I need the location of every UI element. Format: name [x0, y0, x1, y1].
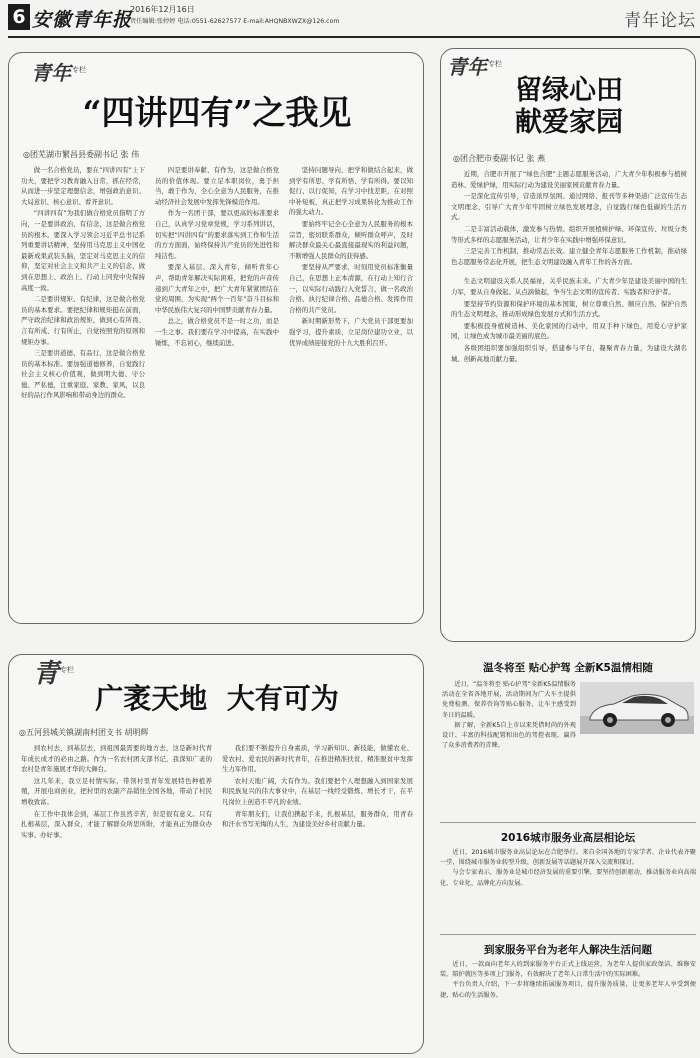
paragraph: 要始终牢记全心全意为人民服务的根本宗旨，密切联系群众，倾听群众呼声，及时解决群众最关心最直接最现实的利益问题，不断增强人民群众的获得感。	[289, 219, 413, 260]
news-headline-forum: 2016城市服务业高层相论坛	[500, 832, 636, 844]
news-body-elderly	[440, 960, 696, 1054]
news-body-forum	[440, 848, 696, 926]
news-headline-k5: 温冬将至 贴心护驾 全新K5温情相随	[483, 662, 653, 674]
paragraph: 我们要不断提升自身素质，学习新知识、新技能，做懂农业、爱农村、爱农民的新时代青年，在推进精准扶贫、精准脱贫中发挥生力军作用。	[222, 744, 413, 774]
news-headline-elderly: 到家服务平台为老年人解决生活问题	[484, 944, 652, 956]
news-body-k5-more	[440, 736, 696, 810]
section-name: 青年论坛	[624, 11, 696, 31]
article-headline: 广袤天地 大有可为	[95, 682, 339, 715]
paragraph: 生态文明建设关系人民福祉，关乎民族未来。广大青少年是建设美丽中国的生力军，要从自身做起、从点滴做起，争当生态文明的宣传者、实践者和守护者。	[451, 277, 687, 296]
paragraph: “四讲四有”为我们做合格党员指明了方向，一是要讲政治、有信念，这是做合格党员的根本。要深入学习领会习近平总书记系列重要讲话精神，坚持用马克思主义中国化最新成果武装头脑，坚定对马克思主义的信仰，坚定对社会主义和共产主义的信念，做到在思想上、政治上、行动上同党中央保持高度一致。	[21, 209, 145, 292]
article-column	[155, 165, 279, 617]
paragraph: 近日，2016城市服务业高层论坛在合肥举行。来自全国各地的专家学者、企业代表齐聚一堂，围绕城市服务业转型升级、创新发展等话题展开深入交流和探讨。	[440, 849, 696, 867]
paragraph: 近日，一款面向老年人的到家服务平台正式上线运营，为老年人提供家政保洁、维修安装、陪护就医等多项上门服务，有效解决了老年人日常生活中的实际困难。	[440, 961, 696, 979]
paragraph: 这几年来，我立足村情实际，带领村里青年发展特色种植养殖，开展电商创业，把村里的农副产品销往全国各地，带动了村民增收致富。	[21, 776, 212, 806]
article-column	[451, 169, 687, 268]
article-headline: “四讲四有”之我见	[82, 93, 352, 132]
editor-contact: 责任编辑:张婷婷 电话:0551-62627577 E-mail:AHQNBXWZX@126.com	[130, 18, 340, 25]
paragraph: 近期，合肥市开展了“绿色合肥”主题志愿服务活动，广大青少年积极参与植树造林、爱绿护绿，用实际行动为建设美丽家园贡献青春力量。	[451, 170, 687, 189]
paragraph: 青年朋友们，让我们携起手来，扎根基层，服务群众，用青春和汗水书写无悔的人生，为建设美好乡村贡献力量。	[222, 809, 413, 829]
article-four-talks-box	[8, 52, 424, 624]
paragraph: 总之，做合格党员不是一时之功，而是一生之事。我们要在学习中提高，在实践中锤炼，不忘初心，继续前进。	[155, 317, 279, 347]
paragraph: 一是深化宣传引导，营造浓厚氛围。通过网络、报刊等多种渠道广泛宣传生态文明理念，引导广大青少年牢固树立绿色发展理念，自觉践行绿色低碳的生活方式。	[451, 192, 687, 222]
paragraph: 到农村去，到基层去，到祖国最需要的地方去，这是新时代青年成长成才的必由之路。作为一名农村团支部书记，我深知广袤的农村是青年施展才华的大舞台。	[21, 744, 212, 774]
column-logo: 青年$^{专栏}$	[31, 61, 86, 85]
paragraph: 三是要讲道德、有品行，这是做合格党员的基本标准。要加强道德修养，自觉践行社会主义核心价值观，做到明大德、守公德、严私德，注重家庭、家教、家风，以良好的品行作风影响和带动身边的群众。	[21, 349, 145, 400]
paragraph: 各级团组织要加强组织引导，搭建参与平台，凝聚青春力量，为建设大湖名城、创新高地贡献力量。	[451, 343, 687, 363]
paragraph: 作为一名团干部，要以更高的标准要求自己，认真学习党章党规，学习系列讲话，切实把“四讲四有”的要求落实到工作和生活的方方面面，始终保持共产党员的先进性和纯洁性。	[155, 209, 279, 260]
article-byline: ◎五河县城关镇湖南村团支书 胡明辉	[19, 728, 149, 737]
paragraph: 近日，“温冬将至 贴心护驾”全新K5温情服务活动在全省各地开展，活动期间为广大车主提供免费检测、保养咨询等贴心服务，让车主感受到冬日的温暖。	[442, 681, 576, 719]
paragraph: 做一名合格党员，要在“四讲四有”上下功夫，要把学习教育融入日常，抓在经常，从而进一步坚定理想信念，增强政治意识、大局意识、核心意识、看齐意识。	[21, 166, 145, 206]
article-body	[21, 165, 413, 617]
paragraph: 坚持问题导向，把学和做结合起来，做到学有所思、学有所悟、学有所得。要以知促行、以行促知，在学习中找差距，在对照中补短板，真正把学习成果转化为推动工作的强大动力。	[289, 166, 413, 217]
paragraph: 新时期新形势下，广大党员干部更要加强学习，提升素质，立足岗位建功立业，以优异成绩迎接党的十九大胜利召开。	[289, 317, 413, 347]
paragraph: 与会专家表示，服务业是城市经济发展的重要引擎，要坚持创新驱动，推动服务业向高端化、专业化、品牌化方向发展。	[440, 869, 696, 887]
headline-line: 献爱家园	[515, 107, 623, 138]
article-column	[289, 165, 413, 617]
issue-date: 2016年12月16日	[130, 5, 195, 14]
paragraph: 要坚持节约资源和保护环境的基本国策，树立尊重自然、顺应自然、保护自然的生态文明理念，推动形成绿色发展方式和生活方式。	[451, 299, 687, 319]
article-column	[451, 276, 687, 365]
car-photo	[580, 682, 694, 734]
article-byline: ◎团芜湖市繁昌县委副书记 张 伟	[23, 150, 140, 159]
paragraph: 要积极投身植树造林、美化家园的行动中，用双手种下绿色，用爱心守护家园，让绿色成为城市最美丽的底色。	[451, 321, 687, 341]
paragraph: 平台负责人介绍，下一步将继续拓展服务项目，提升服务质量，让更多老年人享受到便捷、贴心的生活服务。	[440, 981, 696, 999]
paper-name: 安徽青年报	[32, 9, 133, 31]
paragraph: 农村天地广阔，大有作为。我们要把个人理想融入到国家发展和民族复兴的伟大事业中，在基层一线经受锻炼、增长才干，在平凡岗位上创造不平凡的业绩。	[222, 776, 413, 806]
masthead-rule	[8, 36, 700, 38]
article-broad-world-box	[8, 654, 424, 1054]
paragraph: 四是要讲奉献、有作为，这是做合格党员的价值体现。要立足本职岗位，勇于担当，敢于作为，全心全意为人民服务，在推动经济社会发展中发挥先锋模范作用。	[155, 166, 279, 206]
paragraph: 在工作中我体会到，基层工作虽然辛苦，但是很有意义。只有扎根基层，深入群众，才能了解群众所思所盼，才能真正为群众办实事、办好事。	[21, 809, 212, 839]
paragraph: 二是丰富活动载体，激发参与热情。组织开展植树护绿、环保宣传、垃圾分类等形式多样的志愿服务活动，让青少年在实践中增强环保意识。	[451, 224, 687, 244]
paragraph: 要坚持从严要求，时刻用党员标准衡量自己，在思想上正本清源，在行动上知行合一，以实际行动践行入党誓言，做一名政治合格、执行纪律合格、品德合格、发挥作用合格的共产党员。	[289, 263, 413, 314]
paragraph: 要深入基层、深入青年，倾听青年心声，帮助青年解决实际困难，把党的声音传递到广大青年之中，把广大青年紧紧团结在党的周围，为实现“两个一百年”奋斗目标和中华民族伟大复兴的中国梦贡献青春力量。	[155, 263, 279, 314]
car-illustration-icon	[580, 682, 694, 734]
article-body	[451, 169, 687, 635]
article-byline: ◎团合肥市委副书记 张 燕	[453, 154, 546, 163]
paragraph: 据了解，全新K5自上市以来凭借时尚的外观设计、丰富的科技配置和出色的驾控表现，赢得了众多消费者的青睐。	[442, 721, 576, 750]
column-logo: 青$^{专栏}$	[33, 659, 75, 689]
article-column	[21, 165, 145, 617]
masthead	[0, 0, 700, 38]
column-logo: 青年$^{专栏}$	[447, 55, 502, 79]
article-body	[21, 743, 413, 1047]
article-column	[21, 743, 212, 1047]
headline-line: 留绿心田	[515, 75, 623, 106]
article-headline	[441, 75, 696, 139]
article-column	[222, 743, 413, 1047]
divider	[440, 822, 696, 823]
article-green-home-box	[440, 48, 696, 642]
paragraph: 二是要讲规矩、有纪律，这是做合格党员的基本要求。要把纪律和规矩挺在前面，严守政治纪律和政治规矩，做到心有所畏、言有所戒、行有所止，自觉按照党的原则和规矩办事。	[21, 295, 145, 346]
page-number: 6	[8, 4, 30, 30]
paragraph: 三是完善工作机制，推动常态长效。建立健全青年志愿服务工作机制，推动绿色志愿服务常态化开展，把生态文明建设融入青年工作的各方面。	[451, 247, 687, 266]
divider	[440, 934, 696, 935]
